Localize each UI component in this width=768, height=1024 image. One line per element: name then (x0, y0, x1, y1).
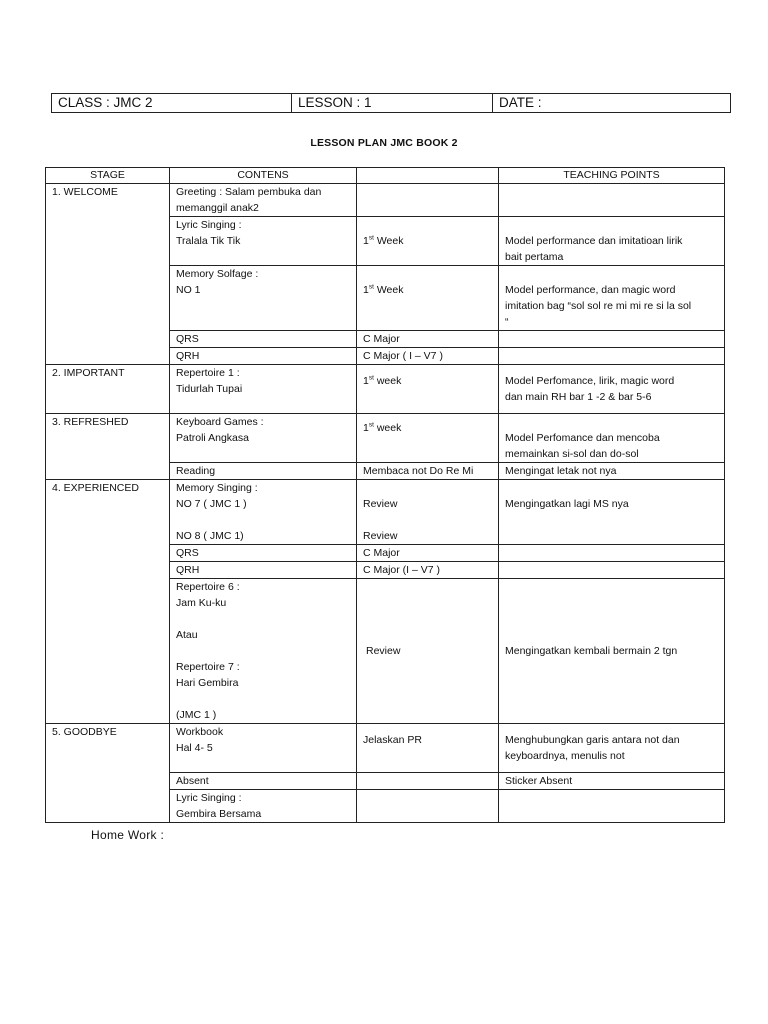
teaching-point-cell (499, 184, 725, 217)
week-number: 1 (363, 235, 369, 247)
content-cell: Absent (170, 773, 357, 790)
week-text: Week (373, 284, 404, 296)
cell-text: Greeting : Salam pembuka dan (176, 186, 322, 198)
cell-text: (JMC 1 ) (176, 709, 217, 721)
cell-text: imitation bag “sol sol re mi mi re si la sol (505, 300, 692, 312)
detail-cell (357, 579, 499, 724)
cell-text: Menghubungkan garis antara not dan (505, 734, 680, 746)
detail-cell (357, 790, 499, 823)
detail-cell (357, 773, 499, 790)
cell-text: NO 8 ( JMC 1) (176, 530, 244, 542)
cell-text: Repertoire 1 : (176, 367, 240, 379)
col-header-contens: CONTENS (170, 168, 357, 184)
week-text: Week (373, 235, 404, 247)
cell-text: Mengingatkan kembali bermain 2 tgn (505, 645, 678, 657)
week-number: 1 (363, 375, 369, 387)
teaching-point-cell: Mengingat letak not nya (499, 463, 725, 480)
content-cell (170, 724, 357, 773)
cell-text: Tralala Tik Tik (176, 235, 241, 247)
week-number: 1 (363, 422, 369, 434)
teaching-point-cell (499, 562, 725, 579)
cell-text: Atau (176, 629, 198, 641)
cell-text: Patroli Angkasa (176, 432, 249, 444)
col-header-blank (357, 168, 499, 184)
week-text: week (373, 375, 402, 387)
detail-cell (357, 266, 499, 331)
cell-text: Model Perfomance dan mencoba (505, 432, 660, 444)
detail-cell: C Major (357, 545, 499, 562)
table-header-row (46, 168, 725, 184)
date-field: DATE : (493, 94, 731, 113)
cell-text: Model Perfomance, lirik, magic word (505, 375, 675, 387)
cell-text: Keyboard Games : (176, 416, 264, 428)
cell-text: Jelaskan PR (363, 734, 422, 746)
detail-cell: C Major ( I – V7 ) (357, 348, 499, 365)
content-cell: QRH (170, 562, 357, 579)
teaching-point-cell (499, 365, 725, 414)
cell-text: “ (505, 316, 509, 328)
cell-text: Lyric Singing : (176, 792, 242, 804)
table-row (46, 184, 725, 217)
content-cell (170, 579, 357, 724)
col-header-stage: STAGE (46, 168, 170, 184)
content-cell (170, 217, 357, 266)
cell-text: bait pertama (505, 251, 564, 263)
header-info-table (51, 93, 731, 113)
stage-cell-important: 2. IMPORTANT (46, 365, 170, 414)
detail-cell (357, 480, 499, 545)
cell-text: Memory Solfage : (176, 268, 259, 280)
cell-text: NO 1 (176, 284, 201, 296)
detail-cell: C Major (I – V7 ) (357, 562, 499, 579)
content-cell: Reading (170, 463, 357, 480)
table-row (46, 414, 725, 463)
cell-text: Gembira Bersama (176, 808, 262, 820)
class-field: CLASS : JMC 2 (52, 94, 292, 113)
week-text: week (373, 422, 402, 434)
stage-cell-experienced: 4. EXPERIENCED (46, 480, 170, 724)
cell-text: Review (363, 498, 398, 510)
teaching-point-cell (499, 480, 725, 545)
week-suffix: st (368, 234, 374, 242)
cell-text: Repertoire 7 : (176, 661, 240, 673)
cell-text: Model performance, dan magic word (505, 284, 676, 296)
teaching-point-cell (499, 348, 725, 365)
document-title: LESSON PLAN JMC BOOK 2 (310, 137, 458, 149)
table-row (46, 480, 725, 545)
content-cell: QRH (170, 348, 357, 365)
detail-cell: C Major (357, 331, 499, 348)
cell-text: Memory Singing : (176, 482, 258, 494)
detail-cell (357, 414, 499, 463)
teaching-point-cell (499, 266, 725, 331)
detail-cell: Membaca not Do Re Mi (357, 463, 499, 480)
detail-cell (357, 365, 499, 414)
lesson-field: LESSON : 1 (292, 94, 493, 113)
cell-text: Hal 4- 5 (176, 742, 213, 754)
cell-text: memainkan si-sol dan do-sol (505, 448, 639, 460)
cell-text: Hari Gembira (176, 677, 239, 689)
cell-text: NO 7 ( JMC 1 ) (176, 498, 247, 510)
week-suffix: st (368, 374, 374, 382)
homework-label: Home Work : (91, 828, 165, 842)
table-row (46, 365, 725, 414)
cell-text: Mengingatkan lagi MS nya (505, 498, 629, 510)
cell-text: Jam Ku-ku (176, 597, 227, 609)
teaching-point-cell (499, 790, 725, 823)
teaching-point-cell (499, 414, 725, 463)
week-number: 1 (363, 284, 369, 296)
stage-cell-welcome: 1. WELCOME (46, 184, 170, 365)
cell-text: dan main RH bar 1 -2 & bar 5-6 (505, 391, 652, 403)
cell-text: keyboardnya, menulis not (505, 750, 625, 762)
header-row (52, 94, 731, 113)
content-cell (170, 414, 357, 463)
content-cell (170, 266, 357, 331)
teaching-point-cell (499, 545, 725, 562)
stage-cell-refreshed: 3. REFRESHED (46, 414, 170, 480)
week-suffix: st (368, 283, 374, 291)
stage-cell-goodbye: 5. GOODBYE (46, 724, 170, 823)
content-cell (170, 480, 357, 545)
teaching-point-cell (499, 331, 725, 348)
content-cell: QRS (170, 545, 357, 562)
detail-cell (357, 184, 499, 217)
teaching-point-cell: Sticker Absent (499, 773, 725, 790)
cell-text: Lyric Singing : (176, 219, 242, 231)
week-suffix: st (368, 421, 374, 429)
table-row (46, 724, 725, 773)
teaching-point-cell (499, 217, 725, 266)
cell-text: Review (366, 645, 401, 657)
cell-text: memanggil anak2 (176, 202, 259, 214)
content-cell: QRS (170, 331, 357, 348)
cell-text: Workbook (176, 726, 224, 738)
detail-cell (357, 217, 499, 266)
cell-text: Tidurlah Tupai (176, 383, 243, 395)
detail-cell (357, 724, 499, 773)
content-cell (170, 790, 357, 823)
teaching-point-cell (499, 579, 725, 724)
content-cell (170, 365, 357, 414)
teaching-point-cell (499, 724, 725, 773)
cell-text: Review (363, 530, 398, 542)
cell-text: Repertoire 6 : (176, 581, 240, 593)
col-header-teaching-points: TEACHING POINTS (499, 168, 725, 184)
cell-text: Model performance dan imitatioan lirik (505, 235, 683, 247)
lesson-plan-table (45, 167, 725, 823)
content-cell (170, 184, 357, 217)
